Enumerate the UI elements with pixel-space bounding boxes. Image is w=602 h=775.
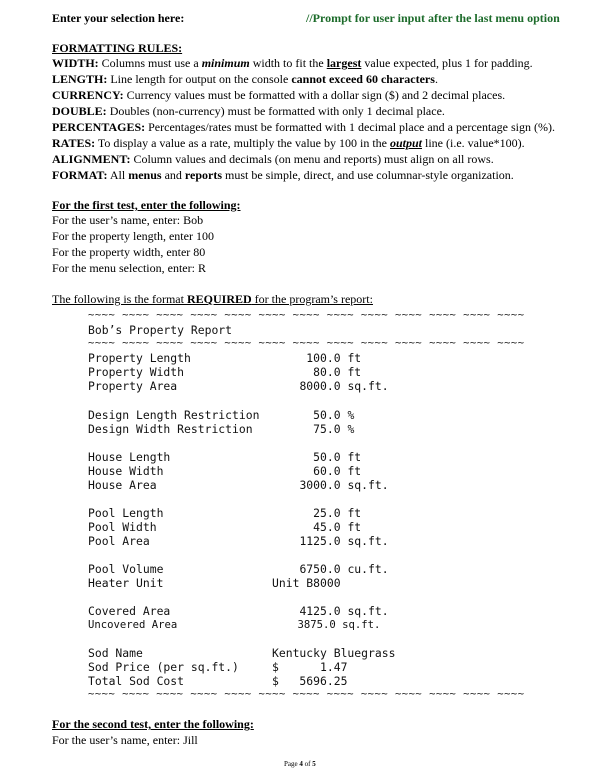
page-prefix: Page: [284, 760, 300, 768]
rule-rates: [52, 136, 525, 151]
report-row-label: Property Length: [88, 351, 191, 365]
report-row-value: 3000.0 sq.ft.: [299, 478, 389, 492]
rule-double: [52, 104, 445, 119]
report-row-value: 100.0 ft: [306, 351, 362, 365]
report-row-value: 1125.0 sq.ft.: [299, 534, 389, 548]
page-current: 4: [299, 760, 303, 768]
rule-rates-label: RATES:: [52, 136, 96, 150]
report-row-label: House Area: [88, 478, 157, 492]
first-test-title: For the first test, enter the following:: [52, 198, 241, 212]
rule-alignment-text: Column values and decimals (on menu and reports) must align on all rows.: [130, 152, 494, 166]
prompt-comment: //Prompt for user input after the last menu option: [306, 11, 560, 25]
report-row-value: 8000.0 sq.ft.: [299, 379, 389, 393]
rule-format: [52, 168, 514, 183]
rule-length: [52, 72, 438, 87]
report-row-label: Pool Area: [88, 534, 150, 548]
first-test-line: For the menu selection, enter: R: [52, 261, 206, 275]
rule-length-strong: cannot exceed 60 characters: [291, 72, 435, 86]
report-intro: [52, 292, 373, 307]
report-row-label: Pool Volume: [88, 562, 164, 576]
page-of: of: [302, 760, 313, 768]
report-row-label: Sod Name: [88, 646, 143, 660]
rule-width-label: WIDTH:: [52, 56, 99, 70]
report-row-value: 45.0 ft: [313, 520, 362, 534]
rule-width-text1: Columns must use a: [98, 56, 202, 70]
rules-title: FORMATTING RULES:: [52, 41, 183, 55]
rule-double-label: DOUBLE:: [52, 104, 107, 118]
report-row-label: Covered Area: [88, 604, 171, 618]
second-test-title: For the second test, enter the following:: [52, 717, 254, 731]
rule-width-text2: width to fit the: [249, 56, 327, 70]
page-total: 5: [312, 760, 316, 768]
report-row-value: 4125.0 sq.ft.: [299, 604, 389, 618]
rule-currency-text: Currency values must be formatted with a dollar sign ($) and 2 decimal places.: [123, 88, 506, 102]
report-separator-top: ~~~~ ~~~~ ~~~~ ~~~~ ~~~~ ~~~~ ~~~~ ~~~~ ~~~~ ~~~~ ~~~~ ~~~~ ~~~~: [88, 309, 525, 321]
report-row-label: Uncovered Area: [88, 619, 178, 631]
report-title: Bob’s Property Report: [88, 323, 233, 337]
report-row-label: Sod Price (per sq.ft.): [88, 660, 239, 674]
report-row-value: Unit B8000: [272, 576, 341, 590]
report-intro-strong: REQUIRED: [186, 292, 252, 306]
report-row-label: Property Width: [88, 365, 185, 379]
first-test-line: For the user’s name, enter: Bob: [52, 213, 204, 227]
rule-length-text2: .: [434, 72, 438, 86]
rule-rates-text2: line (i.e. value*100).: [422, 136, 525, 150]
rule-width-em: minimum: [201, 56, 250, 70]
report-row-label: Pool Length: [88, 506, 164, 520]
rule-rates-em: output: [390, 136, 423, 150]
report-row-value: 50.0 %: [313, 408, 355, 422]
report-intro-text1: The following is the format: [52, 292, 187, 306]
rule-format-strong1: menus: [128, 168, 162, 182]
rule-percentages-text: Percentages/rates must be formatted with 1 decimal place and a percentage sign (%).: [145, 120, 555, 134]
report-row-value: 6750.0 cu.ft.: [299, 562, 389, 576]
report-row-value: $ 1.47: [272, 660, 348, 674]
report-row-label: Design Length Restriction: [88, 408, 260, 422]
rule-length-label: LENGTH:: [52, 72, 108, 86]
rule-currency: [52, 88, 505, 103]
first-test-line: For the property length, enter 100: [52, 229, 214, 243]
report-row-value: 80.0 ft: [313, 365, 362, 379]
rule-length-text1: Line length for output on the console: [107, 72, 292, 86]
report-separator-mid: ~~~~ ~~~~ ~~~~ ~~~~ ~~~~ ~~~~ ~~~~ ~~~~ ~~~~ ~~~~ ~~~~ ~~~~ ~~~~: [88, 337, 525, 349]
report-row-value: $ 5696.25: [272, 674, 348, 688]
second-test-line: For the user’s name, enter: Jill: [52, 733, 198, 747]
rule-percentages: [52, 120, 555, 135]
report-row-value: 60.0 ft: [313, 464, 362, 478]
rule-rates-text1: To display a value as a rate, multiply the value by 100 in the: [95, 136, 390, 150]
rule-format-text2: and: [161, 168, 185, 182]
rule-width: [52, 56, 533, 71]
rule-format-strong2: reports: [184, 168, 222, 182]
rule-width-strong: largest: [326, 56, 362, 70]
rule-alignment-label: ALIGNMENT:: [52, 152, 131, 166]
report-row-label: House Length: [88, 450, 171, 464]
report-intro-text2: for the program’s report:: [251, 292, 373, 306]
report-row-value: 3875.0 sq.ft.: [297, 619, 381, 631]
report-row-label: House Width: [88, 464, 164, 478]
report-row-value: Kentucky Bluegrass: [272, 646, 396, 660]
rule-format-text3: must be simple, direct, and use columnar-style organization.: [222, 168, 514, 182]
rule-width-text3: value expected, plus 1 for padding.: [361, 56, 533, 70]
rule-percentages-label: PERCENTAGES:: [52, 120, 146, 134]
selection-prompt-label: Enter your selection here:: [52, 11, 185, 25]
report-row-label: Property Area: [88, 379, 178, 393]
report-row-label: Design Width Restriction: [88, 422, 253, 436]
rule-double-text: Doubles (non-currency) must be formatted with only 1 decimal place.: [106, 104, 445, 118]
report-row-label: Heater Unit: [88, 576, 164, 590]
rule-alignment: [52, 152, 494, 167]
report-row-value: 25.0 ft: [313, 506, 362, 520]
rule-format-label: FORMAT:: [52, 168, 108, 182]
report-separator-bottom: ~~~~ ~~~~ ~~~~ ~~~~ ~~~~ ~~~~ ~~~~ ~~~~ ~~~~ ~~~~ ~~~~ ~~~~ ~~~~: [88, 688, 525, 700]
report-row-label: Total Sod Cost: [88, 674, 185, 688]
report-row-value: 50.0 ft: [313, 450, 362, 464]
report-row-label: Pool Width: [88, 520, 157, 534]
rule-currency-label: CURRENCY:: [52, 88, 124, 102]
page-number: [284, 760, 316, 768]
first-test-line: For the property width, enter 80: [52, 245, 206, 259]
report-row-value: 75.0 %: [313, 422, 355, 436]
rule-format-text1: All: [107, 168, 129, 182]
